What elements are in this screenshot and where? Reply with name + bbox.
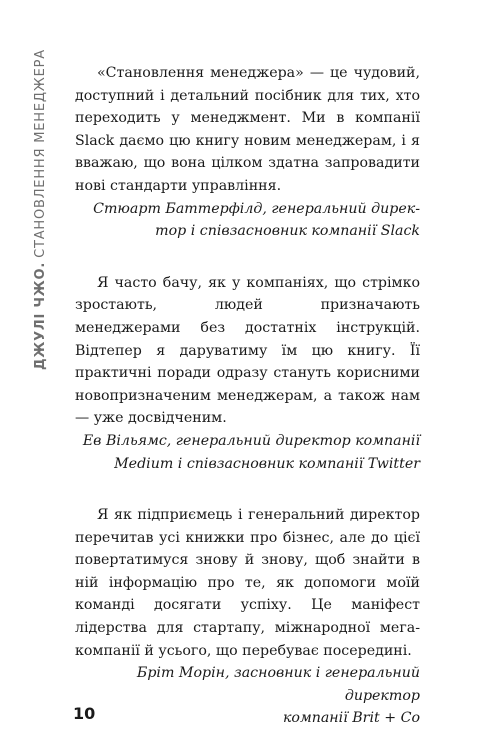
attribution-line: Стюарт Баттерфілд, генеральний дирек- (93, 200, 420, 217)
running-header-text (33, 49, 48, 370)
attribution-line: Medium і співзасновник компанії Twitter (114, 455, 420, 472)
testimonial-block (75, 62, 420, 243)
testimonial-quote: Я як підприємець і генеральний директор перечитав усі книжки про бізнес, але до цієї повертатимуся знову й знову, щоб знайти в ній інформацію про те, як допомоги моїй команді досягати успіху. Це маніфест лідерства для стартапу, міжнародної мега-компанії й усього, що перебуває посередині. (75, 507, 420, 659)
testimonial-block (75, 272, 420, 475)
running-header-book-title: СТАНОВЛЕННЯ МЕНЕДЖЕРА (33, 49, 48, 258)
attribution-line: Бріт Морін, засновник і генеральний директор (136, 665, 420, 704)
testimonial-quote: «Становлення менеджера» — це чудовий, доступний і детальний посібник для тих, хто переходить у менеджмент. Ми в компанії Slack даємо цю книгу новим менеджерам, і я вважаю, що вона цілком здатна запровадити нові стандарти управління. (75, 65, 420, 194)
running-header (22, 49, 48, 370)
testimonial-attribution (75, 430, 420, 475)
page-number: 10 (73, 704, 96, 723)
attribution-line: тор і співзасновник компанії Slack (155, 223, 420, 240)
testimonials-section (75, 62, 420, 730)
testimonial-block (75, 504, 420, 730)
attribution-line: компанії Brit + Co (282, 710, 420, 727)
testimonial-attribution (75, 662, 420, 730)
testimonial-attribution (75, 198, 420, 243)
testimonial-quote: Я часто бачу, як у компаніях, що стрімко зростають, людей призначають менеджерами без достатніх інструкцій. Відтепер я даруватиму їм цю книгу. Її практичні поради одразу стануть корисними новопризначеним менеджерам, а також нам — уже досвідченим. (75, 274, 420, 427)
running-header-author: ДЖУЛІ ЧЖО. (33, 261, 48, 370)
attribution-line: Ев Вільямс, генеральний директор компанії (82, 432, 420, 449)
